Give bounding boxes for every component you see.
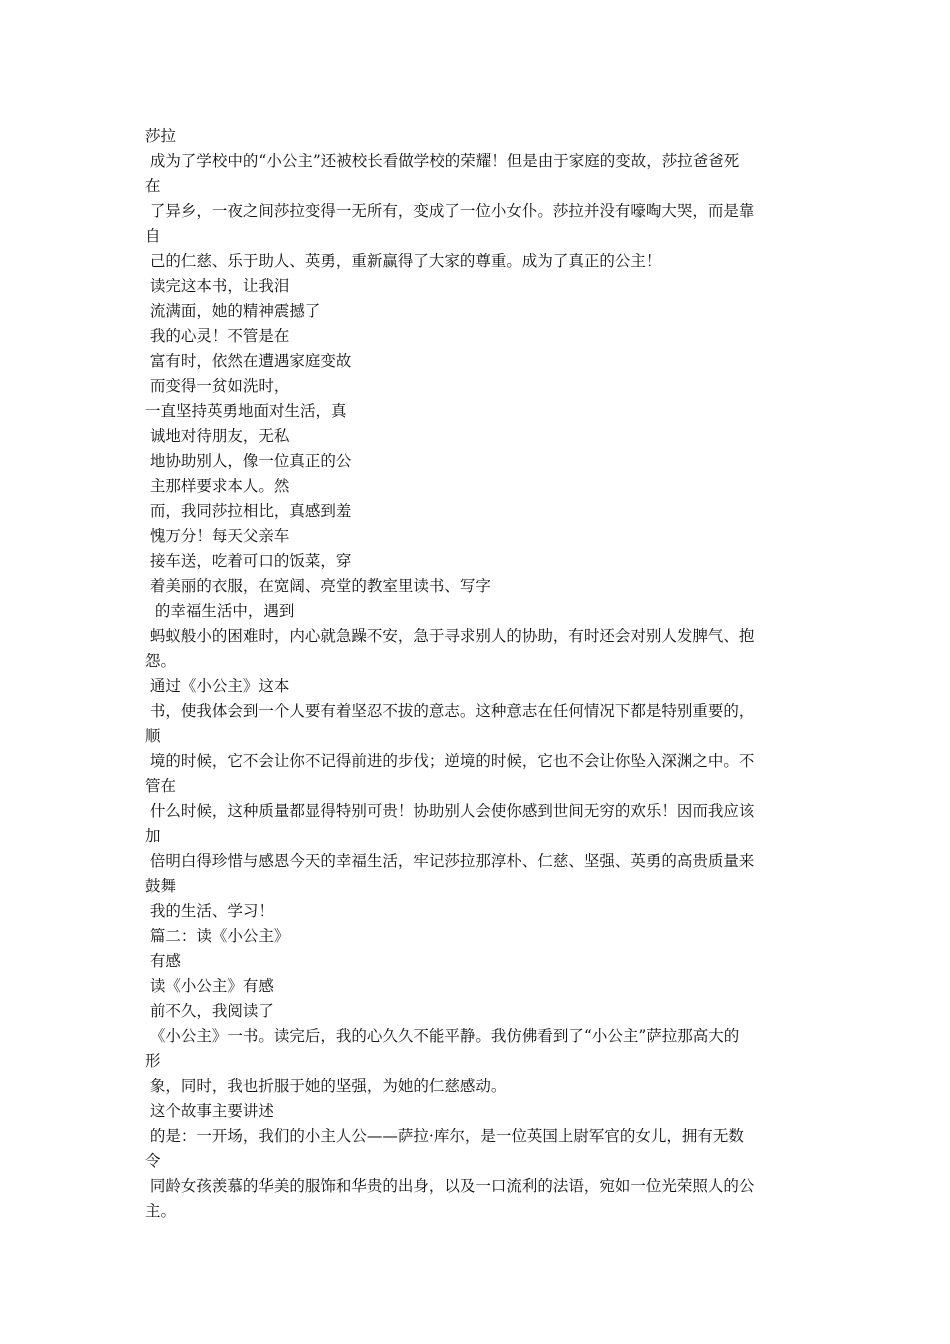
text-line: 莎拉 bbox=[145, 127, 177, 145]
text-line: 的是：一开场，我们的小主人公——萨拉·库尔，是一位英国上尉军官的女儿，拥有无数 bbox=[145, 1127, 744, 1145]
text-line: 蚂蚁般小的困难时，内心就急躁不安，急于寻求别人的协助，有时还会对别人发脾气、抱 bbox=[145, 627, 755, 645]
text-line: 诚地对待朋友，无私 bbox=[145, 427, 290, 445]
text-line: 怨。 bbox=[145, 652, 177, 670]
text-line: 这个故事主要讲述 bbox=[145, 1102, 274, 1120]
text-line: 形 bbox=[145, 1052, 161, 1070]
text-line: 主那样要求本人。然 bbox=[145, 477, 290, 495]
text-line: 成为了学校中的“小公主”还被校长看做学校的荣耀！但是由于家庭的变故，莎拉爸爸死 bbox=[145, 152, 740, 170]
text-line: 什么时候，这种质量都显得特别可贵！协助别人会使你感到世间无穷的欢乐！因而我应该 bbox=[145, 802, 755, 820]
text-line: 境的时候，它不会让你不记得前进的步伐；逆境的时候，它也不会让你坠入深渊之中。不 bbox=[145, 752, 755, 770]
text-line: 前不久，我阅读了 bbox=[145, 1002, 274, 1020]
text-line: 同龄女孩羡慕的华美的服饰和华贵的出身，以及一口流利的法语，宛如一位光荣照人的公 bbox=[145, 1177, 755, 1195]
text-line: 管在 bbox=[145, 777, 177, 795]
document-body bbox=[145, 124, 810, 1224]
text-line: 有感 bbox=[145, 952, 181, 970]
text-line: 加 bbox=[145, 827, 161, 845]
text-line: 己的仁慈、乐于助人、英勇，重新赢得了大家的尊重。成为了真正的公主！ bbox=[145, 252, 662, 270]
text-line: 的幸福生活中，遇到 bbox=[145, 602, 295, 620]
text-line: 富有时，依然在遭遇家庭变故 bbox=[145, 352, 352, 370]
text-line: 着美丽的衣服，在宽阔、亮堂的教室里读书、写字 bbox=[145, 577, 491, 595]
text-line: 通过《小公主》这本 bbox=[145, 677, 290, 695]
text-line: 鼓舞 bbox=[145, 877, 177, 895]
text-line: 倍明白得珍惜与感恩今天的幸福生活，牢记莎拉那淳朴、仁慈、坚强、英勇的高贵质量来 bbox=[145, 852, 755, 870]
text-line: 读完这本书，让我泪 bbox=[145, 277, 290, 295]
text-line: 接车送，吃着可口的饭菜，穿 bbox=[145, 552, 352, 570]
text-line: 顺 bbox=[145, 727, 161, 745]
text-line: 而，我同莎拉相比，真感到羞 bbox=[145, 502, 352, 520]
text-line: 我的生活、学习！ bbox=[145, 902, 274, 920]
text-line: 一直坚持英勇地面对生活，真 bbox=[145, 402, 347, 420]
text-line: 而变得一贫如洗时， bbox=[145, 377, 290, 395]
text-line: 了异乡，一夜之间莎拉变得一无所有，变成了一位小女仆。莎拉并没有嚎啕大哭，而是靠 bbox=[145, 202, 755, 220]
text-line: 地协助别人，像一位真正的公 bbox=[145, 452, 352, 470]
text-line: 象，同时，我也折服于她的坚强，为她的仁慈感动。 bbox=[145, 1077, 507, 1095]
text-line: 《小公主》一书。读完后，我的心久久不能平静。我仿佛看到了“小公主”萨拉那高大的 bbox=[145, 1027, 740, 1045]
text-line: 主。 bbox=[145, 1202, 177, 1220]
text-line: 书，使我体会到一个人要有着坚忍不拔的意志。这种意志在任何情况下都是特别重要的， bbox=[145, 702, 755, 720]
section-heading: 篇二：读《小公主》 bbox=[145, 927, 290, 945]
text-line: 我的心灵！不管是在 bbox=[145, 327, 290, 345]
text-line: 令 bbox=[145, 1152, 161, 1170]
text-line: 在 bbox=[145, 177, 161, 195]
text-line: 自 bbox=[145, 227, 161, 245]
article-title: 读《小公主》有感 bbox=[145, 977, 274, 995]
text-line: 流满面，她的精神震撼了 bbox=[145, 302, 321, 320]
text-line: 愧万分！每天父亲车 bbox=[145, 527, 290, 545]
